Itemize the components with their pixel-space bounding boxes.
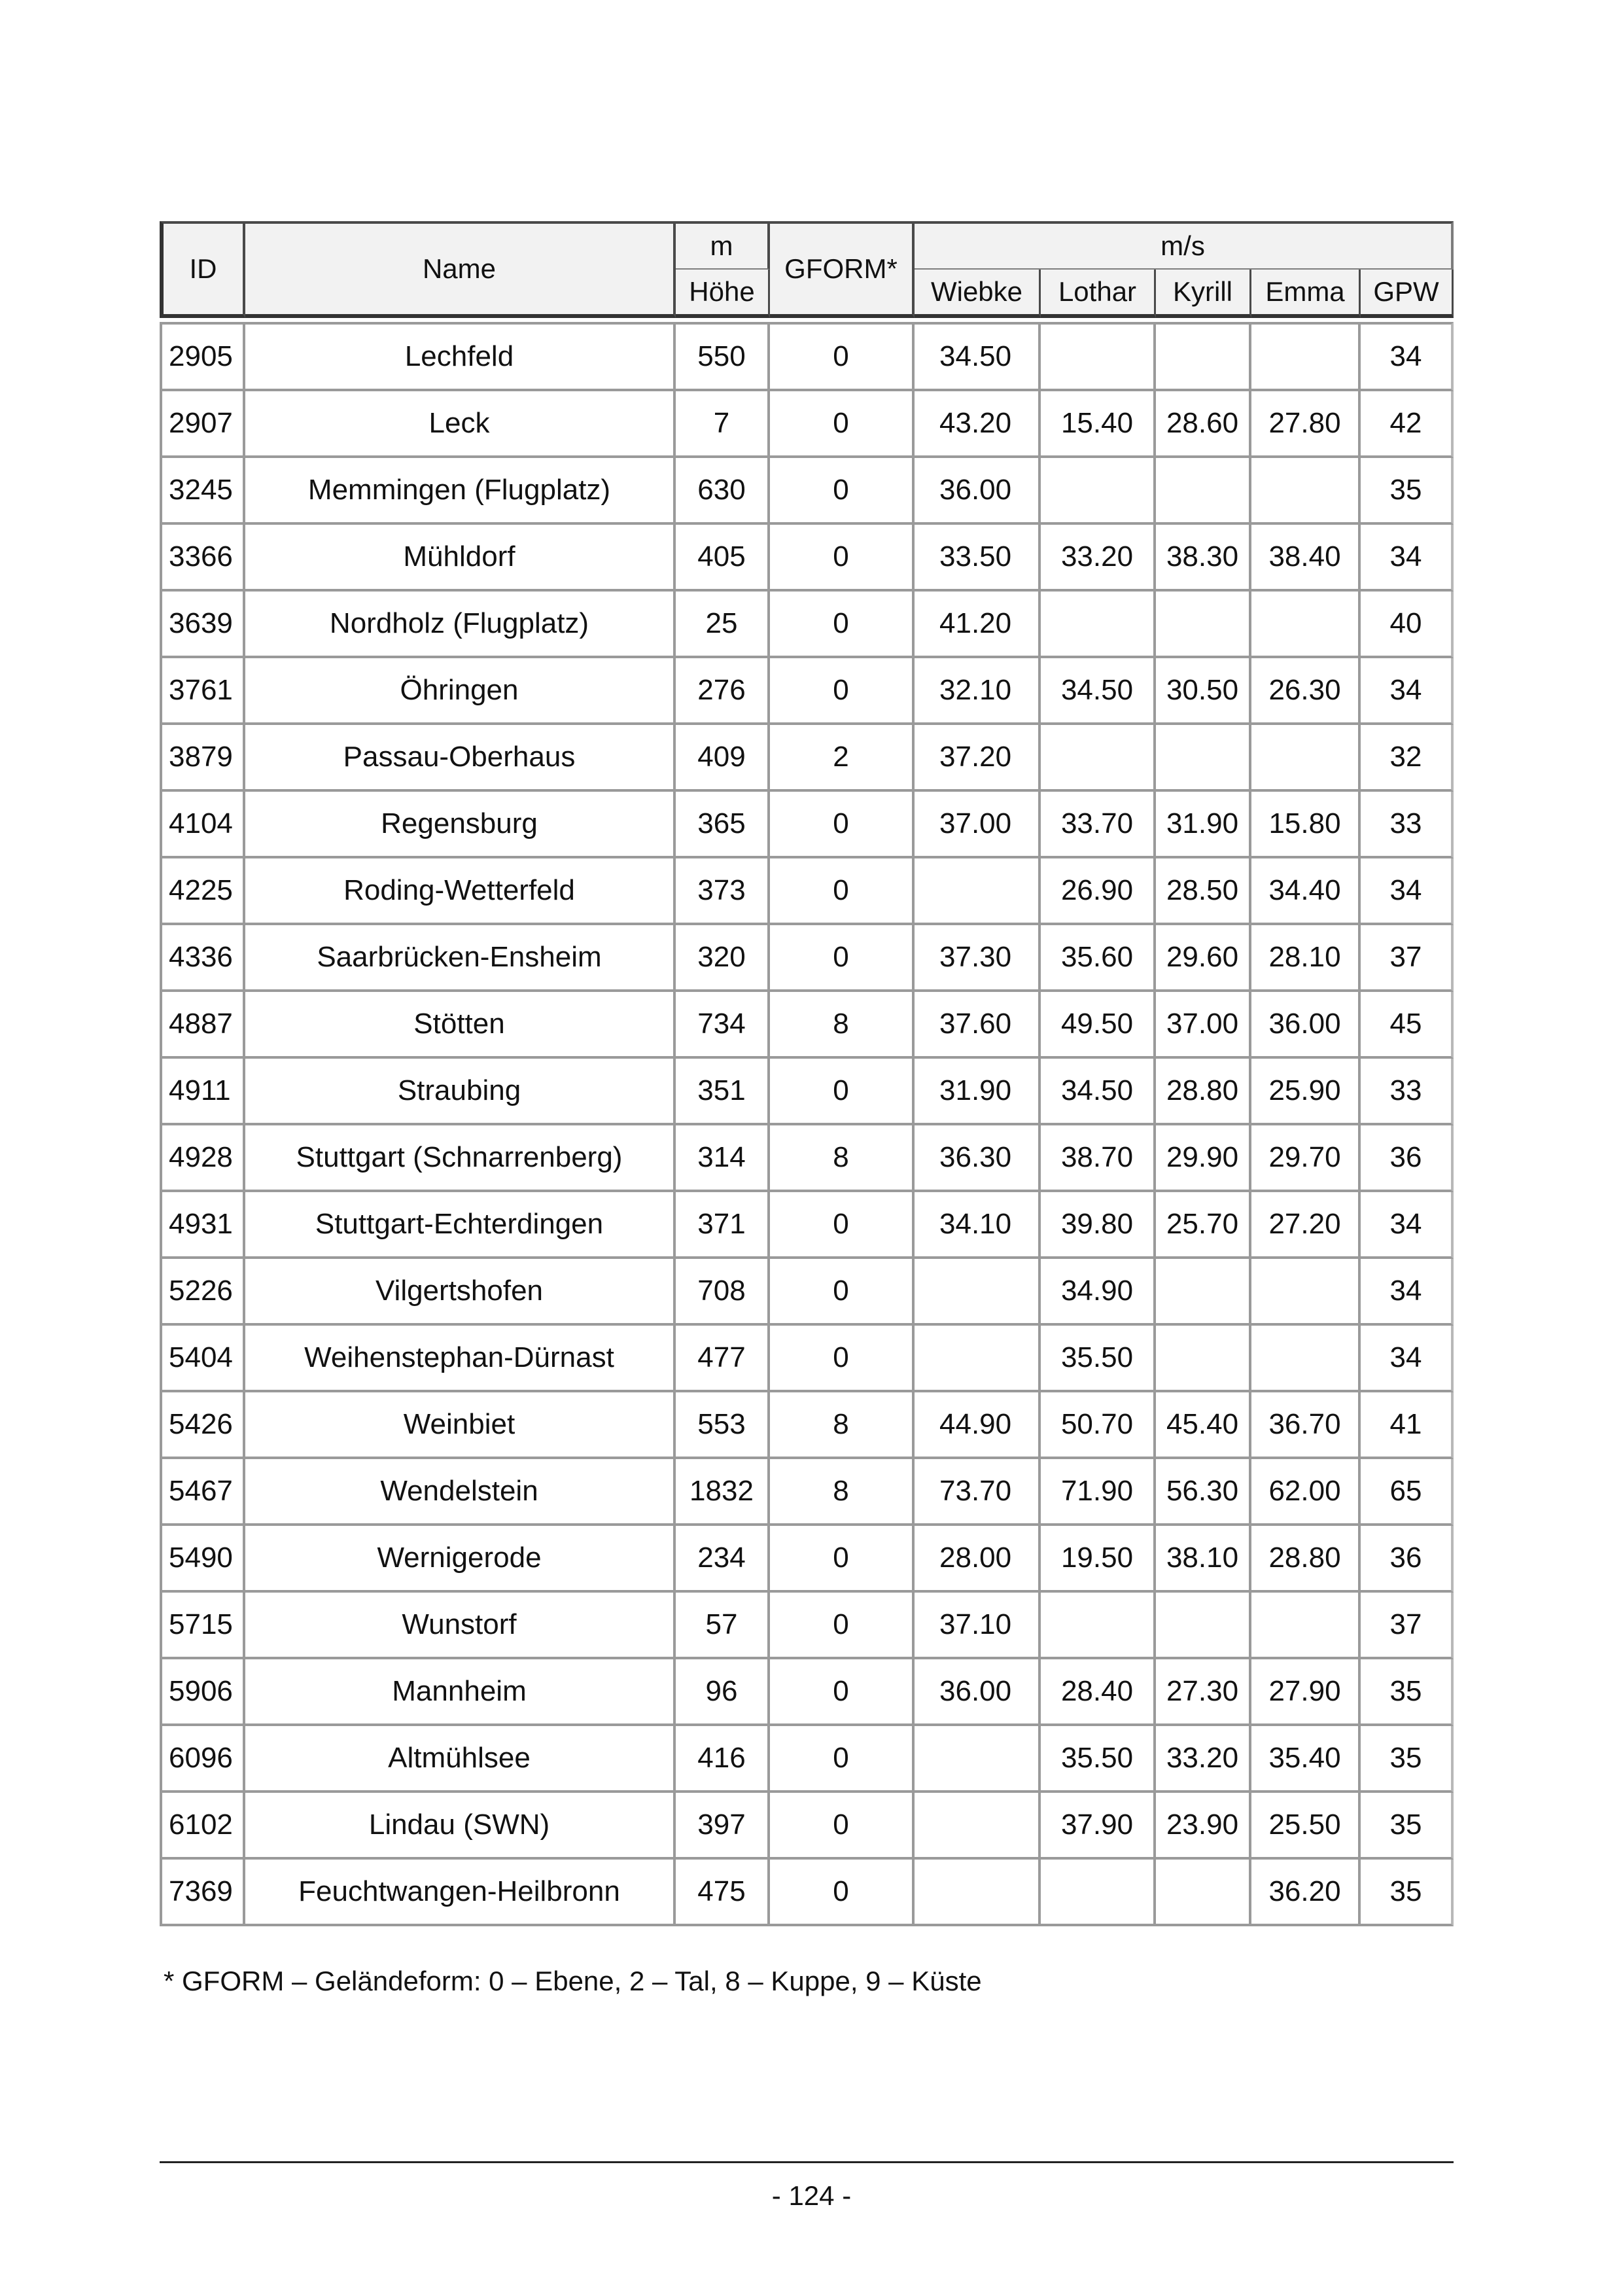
cell-hoehe: 57 [676,1593,770,1659]
cell-emma [1251,1593,1361,1659]
cell-gpw: 40 [1361,592,1454,658]
cell-gform: 0 [770,1259,915,1326]
cell-id: 4911 [160,1059,245,1125]
cell-gform: 0 [770,1860,915,1926]
cell-hoehe: 276 [676,658,770,725]
table-row [160,1459,1454,1526]
cell-name: Wunstorf [245,1593,676,1659]
cell-lothar: 71.90 [1041,1459,1156,1526]
cell-hoehe: 475 [676,1860,770,1926]
cell-lothar [1041,725,1156,792]
cell-kyrill: 28.60 [1156,391,1251,458]
table-row [160,1392,1454,1459]
cell-hoehe: 477 [676,1326,770,1392]
cell-emma: 25.50 [1251,1793,1361,1860]
cell-lothar [1041,1593,1156,1659]
cell-kyrill: 30.50 [1156,658,1251,725]
table-row [160,322,1454,391]
cell-kyrill: 45.40 [1156,1392,1251,1459]
cell-wiebke: 44.90 [915,1392,1041,1459]
cell-hoehe: 96 [676,1659,770,1726]
cell-emma: 36.00 [1251,992,1361,1059]
cell-gpw: 42 [1361,391,1454,458]
cell-name: Öhringen [245,658,676,725]
cell-emma: 38.40 [1251,525,1361,592]
cell-kyrill: 28.80 [1156,1059,1251,1125]
cell-hoehe: 734 [676,992,770,1059]
table-row [160,525,1454,592]
cell-emma: 25.90 [1251,1059,1361,1125]
cell-id: 4225 [160,858,245,925]
cell-gform: 8 [770,1125,915,1192]
cell-gpw: 34 [1361,1326,1454,1392]
cell-name: Roding-Wetterfeld [245,858,676,925]
cell-gform: 0 [770,1526,915,1593]
cell-gform: 0 [770,1659,915,1726]
cell-name: Stuttgart (Schnarrenberg) [245,1125,676,1192]
cell-name: Stuttgart-Echterdingen [245,1192,676,1259]
cell-id: 4104 [160,792,245,858]
cell-gform: 0 [770,322,915,391]
cell-lothar: 15.40 [1041,391,1156,458]
cell-name: Mühldorf [245,525,676,592]
cell-lothar: 50.70 [1041,1392,1156,1459]
cell-lothar: 35.50 [1041,1326,1156,1392]
header-id: ID [160,221,245,318]
cell-wiebke: 37.30 [915,925,1041,992]
cell-gpw: 35 [1361,1793,1454,1860]
table-row [160,1526,1454,1593]
footer-divider [160,2161,1454,2163]
cell-name: Regensburg [245,792,676,858]
cell-hoehe: 25 [676,592,770,658]
cell-name: Altmühlsee [245,1726,676,1793]
table-row [160,858,1454,925]
cell-kyrill: 29.90 [1156,1125,1251,1192]
cell-kyrill [1156,1860,1251,1926]
cell-lothar: 38.70 [1041,1125,1156,1192]
cell-hoehe: 351 [676,1059,770,1125]
cell-id: 3245 [160,458,245,525]
cell-lothar: 26.90 [1041,858,1156,925]
cell-wiebke: 73.70 [915,1459,1041,1526]
cell-lothar: 34.50 [1041,658,1156,725]
cell-emma: 26.30 [1251,658,1361,725]
header-gpw: GPW [1361,270,1454,318]
cell-name: Leck [245,391,676,458]
cell-emma: 27.80 [1251,391,1361,458]
cell-id: 5426 [160,1392,245,1459]
cell-kyrill: 23.90 [1156,1793,1251,1860]
cell-gpw: 33 [1361,1059,1454,1125]
cell-name: Passau-Oberhaus [245,725,676,792]
cell-gpw: 33 [1361,792,1454,858]
cell-kyrill: 38.10 [1156,1526,1251,1593]
cell-kyrill: 31.90 [1156,792,1251,858]
table-body [160,322,1454,1926]
cell-kyrill [1156,1259,1251,1326]
cell-gform: 0 [770,1593,915,1659]
cell-gform: 0 [770,458,915,525]
cell-name: Saarbrücken-Ensheim [245,925,676,992]
table-row [160,458,1454,525]
cell-hoehe: 373 [676,858,770,925]
cell-gpw: 34 [1361,1259,1454,1326]
cell-gpw: 45 [1361,992,1454,1059]
cell-wiebke: 43.20 [915,391,1041,458]
cell-wiebke: 34.10 [915,1192,1041,1259]
cell-wiebke: 31.90 [915,1059,1041,1125]
table-row [160,1659,1454,1726]
cell-kyrill: 56.30 [1156,1459,1251,1526]
cell-id: 2905 [160,322,245,391]
cell-gpw: 35 [1361,1659,1454,1726]
cell-id: 5715 [160,1593,245,1659]
cell-lothar [1041,458,1156,525]
cell-emma [1251,1259,1361,1326]
table-row [160,658,1454,725]
cell-gpw: 34 [1361,858,1454,925]
cell-hoehe: 7 [676,391,770,458]
cell-gform: 2 [770,725,915,792]
cell-gpw: 37 [1361,1593,1454,1659]
table-row [160,1726,1454,1793]
cell-id: 5906 [160,1659,245,1726]
cell-gpw: 34 [1361,1192,1454,1259]
table-row [160,391,1454,458]
cell-id: 4887 [160,992,245,1059]
cell-kyrill [1156,458,1251,525]
table-row [160,1793,1454,1860]
header-unit-m: m [676,221,770,270]
cell-kyrill: 38.30 [1156,525,1251,592]
header-lothar: Lothar [1041,270,1156,318]
cell-wiebke: 37.10 [915,1593,1041,1659]
cell-kyrill: 27.30 [1156,1659,1251,1726]
header-name: Name [245,221,676,318]
cell-wiebke: 34.50 [915,322,1041,391]
cell-wiebke: 28.00 [915,1526,1041,1593]
table-row [160,992,1454,1059]
cell-gform: 0 [770,858,915,925]
cell-id: 5404 [160,1326,245,1392]
cell-gpw: 34 [1361,322,1454,391]
cell-gform: 0 [770,1059,915,1125]
cell-gform: 0 [770,925,915,992]
table-row [160,1259,1454,1326]
cell-name: Weinbiet [245,1392,676,1459]
table-row [160,1192,1454,1259]
header-gform: GFORM* [770,221,915,318]
cell-wiebke: 36.30 [915,1125,1041,1192]
cell-gform: 0 [770,658,915,725]
cell-gform: 0 [770,391,915,458]
cell-emma [1251,458,1361,525]
cell-wiebke: 36.00 [915,458,1041,525]
cell-kyrill: 37.00 [1156,992,1251,1059]
cell-id: 5490 [160,1526,245,1593]
cell-id: 2907 [160,391,245,458]
cell-id: 3879 [160,725,245,792]
cell-id: 5467 [160,1459,245,1526]
cell-kyrill: 33.20 [1156,1726,1251,1793]
cell-lothar [1041,1860,1156,1926]
cell-gpw: 35 [1361,458,1454,525]
table-row [160,1326,1454,1392]
cell-wiebke: 36.00 [915,1659,1041,1726]
cell-emma: 27.20 [1251,1192,1361,1259]
cell-wiebke [915,858,1041,925]
cell-name: Wernigerode [245,1526,676,1593]
cell-gform: 0 [770,1192,915,1259]
cell-name: Memmingen (Flugplatz) [245,458,676,525]
cell-emma: 36.70 [1251,1392,1361,1459]
header-kyrill: Kyrill [1156,270,1251,318]
cell-id: 5226 [160,1259,245,1326]
cell-lothar: 34.90 [1041,1259,1156,1326]
cell-kyrill: 29.60 [1156,925,1251,992]
cell-gform: 0 [770,592,915,658]
cell-hoehe: 320 [676,925,770,992]
cell-lothar: 19.50 [1041,1526,1156,1593]
cell-gform: 0 [770,525,915,592]
cell-hoehe: 397 [676,1793,770,1860]
cell-gpw: 35 [1361,1726,1454,1793]
page-number: - 124 - [771,2180,852,2211]
cell-wiebke [915,1326,1041,1392]
cell-id: 3366 [160,525,245,592]
cell-name: Feuchtwangen-Heilbronn [245,1860,676,1926]
cell-id: 4336 [160,925,245,992]
cell-gform: 0 [770,1793,915,1860]
cell-wiebke: 37.60 [915,992,1041,1059]
cell-wiebke [915,1259,1041,1326]
header-unit-ms: m/s [915,221,1454,270]
cell-emma: 28.10 [1251,925,1361,992]
cell-gpw: 32 [1361,725,1454,792]
cell-emma: 34.40 [1251,858,1361,925]
cell-emma [1251,322,1361,391]
footnote: * GFORM – Geländeform: 0 – Ebene, 2 – Tal, 8 – Kuppe, 9 – Küste [164,1966,982,1996]
cell-gform: 0 [770,1726,915,1793]
cell-emma: 29.70 [1251,1125,1361,1192]
table-row [160,725,1454,792]
cell-hoehe: 550 [676,322,770,391]
cell-gpw: 41 [1361,1392,1454,1459]
cell-id: 7369 [160,1860,245,1926]
cell-gpw: 65 [1361,1459,1454,1526]
cell-emma: 36.20 [1251,1860,1361,1926]
cell-hoehe: 314 [676,1125,770,1192]
table-row [160,1860,1454,1926]
cell-kyrill [1156,1593,1251,1659]
cell-lothar [1041,322,1156,391]
cell-hoehe: 630 [676,458,770,525]
header-wiebke: Wiebke [915,270,1041,318]
station-table [160,221,1454,1926]
cell-gpw: 36 [1361,1125,1454,1192]
cell-gpw: 36 [1361,1526,1454,1593]
cell-id: 6096 [160,1726,245,1793]
cell-kyrill [1156,1326,1251,1392]
cell-hoehe: 553 [676,1392,770,1459]
cell-id: 3761 [160,658,245,725]
cell-hoehe: 405 [676,525,770,592]
cell-wiebke: 33.50 [915,525,1041,592]
cell-lothar: 37.90 [1041,1793,1156,1860]
cell-wiebke [915,1860,1041,1926]
cell-name: Stötten [245,992,676,1059]
cell-wiebke: 37.00 [915,792,1041,858]
header-emma: Emma [1251,270,1361,318]
cell-wiebke [915,1793,1041,1860]
cell-emma: 62.00 [1251,1459,1361,1526]
cell-kyrill [1156,322,1251,391]
cell-name: Nordholz (Flugplatz) [245,592,676,658]
cell-emma [1251,725,1361,792]
cell-emma [1251,1326,1361,1392]
cell-wiebke: 37.20 [915,725,1041,792]
cell-name: Wendelstein [245,1459,676,1526]
table-row [160,1593,1454,1659]
cell-lothar: 34.50 [1041,1059,1156,1125]
cell-id: 6102 [160,1793,245,1860]
cell-kyrill: 25.70 [1156,1192,1251,1259]
cell-name: Weihenstephan-Dürnast [245,1326,676,1392]
cell-kyrill [1156,592,1251,658]
cell-kyrill [1156,725,1251,792]
cell-hoehe: 371 [676,1192,770,1259]
cell-id: 3639 [160,592,245,658]
cell-gform: 0 [770,792,915,858]
cell-emma: 15.80 [1251,792,1361,858]
cell-lothar: 35.60 [1041,925,1156,992]
table-row [160,792,1454,858]
cell-hoehe: 1832 [676,1459,770,1526]
table-header [160,221,1454,322]
table-row [160,592,1454,658]
cell-emma [1251,592,1361,658]
cell-lothar: 28.40 [1041,1659,1156,1726]
cell-lothar: 49.50 [1041,992,1156,1059]
cell-id: 4931 [160,1192,245,1259]
cell-hoehe: 365 [676,792,770,858]
cell-gform: 8 [770,1459,915,1526]
table-row [160,1125,1454,1192]
cell-hoehe: 234 [676,1526,770,1593]
cell-name: Straubing [245,1059,676,1125]
cell-hoehe: 409 [676,725,770,792]
cell-name: Lechfeld [245,322,676,391]
cell-hoehe: 708 [676,1259,770,1326]
cell-emma: 35.40 [1251,1726,1361,1793]
cell-hoehe: 416 [676,1726,770,1793]
cell-lothar: 35.50 [1041,1726,1156,1793]
table-row [160,1059,1454,1125]
table-row [160,925,1454,992]
cell-gform: 0 [770,1326,915,1392]
cell-lothar: 33.20 [1041,525,1156,592]
cell-name: Mannheim [245,1659,676,1726]
cell-lothar: 33.70 [1041,792,1156,858]
cell-wiebke: 32.10 [915,658,1041,725]
cell-gform: 8 [770,1392,915,1459]
cell-gpw: 35 [1361,1860,1454,1926]
cell-kyrill: 28.50 [1156,858,1251,925]
cell-lothar [1041,592,1156,658]
cell-gpw: 34 [1361,658,1454,725]
cell-id: 4928 [160,1125,245,1192]
cell-emma: 28.80 [1251,1526,1361,1593]
cell-gpw: 34 [1361,525,1454,592]
cell-gform: 8 [770,992,915,1059]
cell-lothar: 39.80 [1041,1192,1156,1259]
cell-gpw: 37 [1361,925,1454,992]
cell-emma: 27.90 [1251,1659,1361,1726]
cell-name: Vilgertshofen [245,1259,676,1326]
header-hoehe: Höhe [676,270,770,318]
cell-name: Lindau (SWN) [245,1793,676,1860]
cell-wiebke [915,1726,1041,1793]
cell-wiebke: 41.20 [915,592,1041,658]
